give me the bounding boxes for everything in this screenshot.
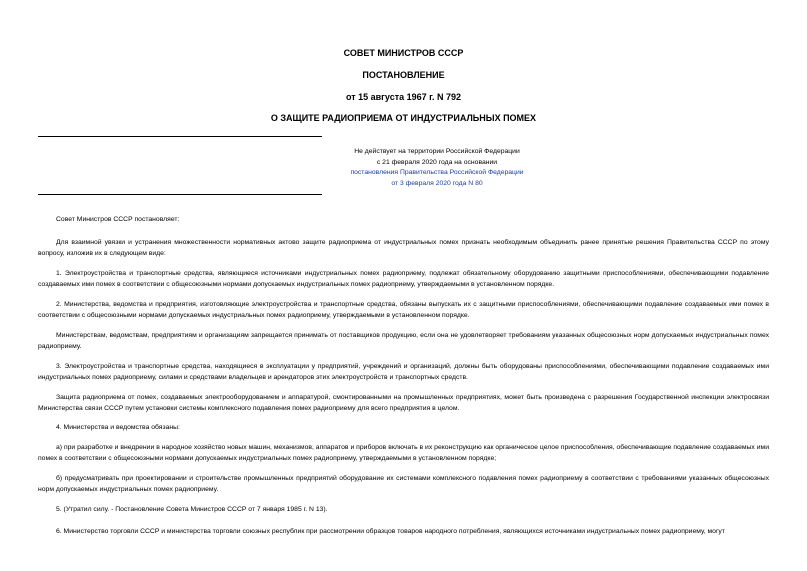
paragraph: 1. Электроустройства и транспортные средства, являющиеся источниками индустриальных помех радиоприему, подлежат обязательному оборудованию защитными приспособлениями, обеспечивающими подавление создаваемых ими помех в соответствии с общесоюзными нормами допускаемых индустриальных помех радиоприему, утверждаемыми в установленном порядке. <box>38 270 769 288</box>
paragraph: 2. Министерства, ведомства и предприятия, изготовляющие электроустройства и транспортные средства, обязаны выпускать их с защитными приспособлениями, обеспечивающими подавление создаваемых ими помех в соответствии с общесоюзными нормами допускаемых индустриальных помех радиоприему, утверждаемыми в установленном порядке. <box>38 301 769 319</box>
paragraph: Министерствам, ведомствам, предприятиям и организациям запрещается принимать от поставщиков продукцию, если она не удовлетворяет требованиям указанных общесоюзных норм допускаемых индустриальных помех радиоприему. <box>38 332 769 350</box>
paragraph: Защита радиоприема от помех, создаваемых электрооборудованием и аппаратурой, смонтированными на промышленных предприятиях, может быть произведена с разрешения Государственной инспекции электросвязи Министерства связи СССР путем установки системы комплексного подавления помех радиоприему для всего предприятия в целом. <box>38 394 769 412</box>
paragraph: 4. Министерства и ведомства обязаны: <box>56 424 180 431</box>
document-title: О ЗАЩИТЕ РАДИОПРИЕМА ОТ ИНДУСТРИАЛЬНЫХ ПОМЕХ <box>270 113 537 123</box>
paragraph: а) при разработке и внедрении в народное хозяйство новых машин, механизмов, аппаратов и приборов включать в их реконструкцию как органическое целое приспособления, обеспечивающие подавление создаваемых ими помех в соответствии с общесоюзными нормами допускаемых индустриальных помех радиоприему, утверждаемыми в установленном порядке; <box>38 444 769 462</box>
paragraph: Для взаимной увязки и устранения множественности нормативных актово защите радиоприема от индустриальных помех признать необходимым объединить ранее принятые решения Правительства СССР по этому вопросу, изложив их в следующем виде: <box>38 239 769 257</box>
status-note-line: Не действует на территории Российской Федерации <box>354 148 520 155</box>
bottom-divider <box>38 194 322 195</box>
status-note <box>237 147 637 189</box>
document-type-heading: ПОСТАНОВЛЕНИЕ <box>362 70 445 80</box>
repeal-link[interactable]: постановления Правительства Российской Федерации <box>350 169 524 176</box>
paragraph: б) предусматривать при проектировании и строительстве промышленных предприятий оборудование их системами комплексного подавления помех радиоприему в соответствии с требованиями указанных общесоюзных норм допускаемых индустриальных помех радиоприему. <box>38 475 769 493</box>
top-divider <box>38 136 322 137</box>
document-date-heading: от 15 августа 1967 г. N 792 <box>345 92 462 102</box>
paragraph: Совет Министров СССР постановляет: <box>56 216 180 223</box>
paragraph: 6. Министерство торговли СССР и министерства торговли союзных республик при рассмотрении образцов товаров народного потребления, являющихся источниками индустриальных помех радиоприему, могут <box>56 528 725 535</box>
repeal-link-date[interactable]: от 3 февраля 2020 года N 80 <box>391 179 483 187</box>
paragraph: 3. Электроустройства и транспортные средства, находящиеся в эксплуатации у предприятий, учреждений и организаций, должны быть оборудованы приспособлениями, обеспечивающими подавление создаваемых ими индустриальных помех радиоприему, силами и средствами владельцев и арендаторов этих электроустройств и транспортных средств. <box>38 363 769 381</box>
status-note-line: с 21 февраля 2020 года на основании <box>376 158 498 166</box>
issuer-heading: СОВЕТ МИНИСТРОВ СССР <box>343 48 464 58</box>
paragraph: 5. (Утратил силу. - Постановление Совета Министров СССР от 7 января 1985 г. N 13). <box>56 506 328 513</box>
